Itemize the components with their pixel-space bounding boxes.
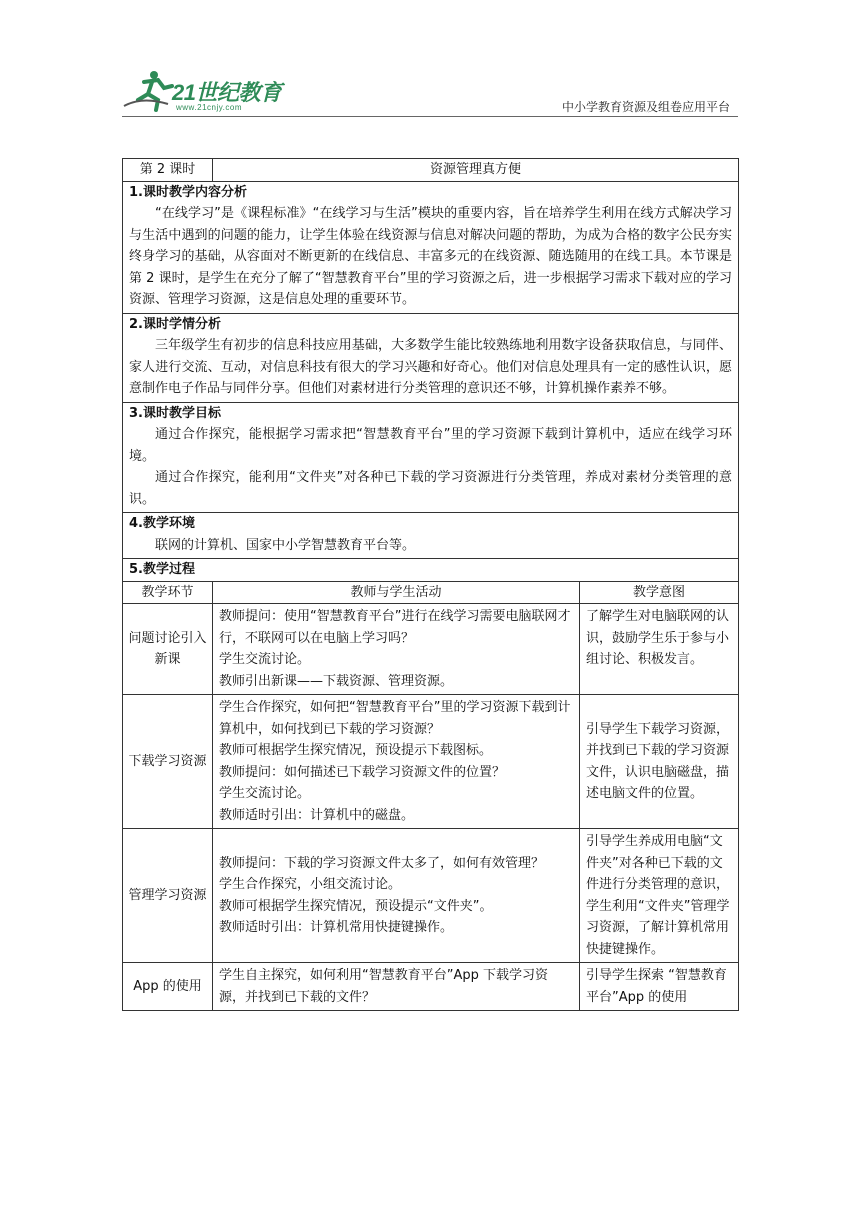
- goal-paragraph: 通过合作探究，能根据学习需求把“智慧教育平台”里的学习资源下载到计算机中，适应在线学习环境。: [129, 427, 733, 464]
- process-row: [123, 963, 739, 1011]
- runner-logo-icon: [122, 66, 178, 114]
- activity-line: 教师提问：使用“智慧教育平台”进行在线学习需要电脑联网才行，不联网可以在电脑上学习吗？: [219, 609, 571, 646]
- column-header: 教师与学生活动: [213, 581, 580, 604]
- stage-cell: 管理学习资源: [123, 829, 213, 963]
- section-title: 1.课时教学内容分析: [129, 184, 247, 200]
- activity-line: 教师引出新课——下载资源、管理资源。: [219, 673, 454, 689]
- section-title: 2.课时学情分析: [129, 316, 221, 332]
- activity-line: 教师可根据学生探究情况，预设提示“文件夹”。: [219, 898, 493, 914]
- page-header: [122, 66, 738, 116]
- activity-line: 教师可根据学生探究情况，预设提示下载图标。: [219, 743, 493, 758]
- header-divider: [122, 116, 738, 117]
- section-4: [123, 513, 739, 559]
- logo: [122, 66, 292, 114]
- logo-url: www.21cnjy.com: [176, 103, 242, 112]
- section-5: [123, 559, 739, 582]
- section-title: 5.教学过程: [129, 562, 195, 577]
- goal-paragraph: 通过合作探究，能利用“文件夹”对各种已下载的学习资源进行分类管理，养成对素材分类管理的意识。: [129, 470, 733, 507]
- process-row: [123, 695, 739, 829]
- activity-line: 教师提问：下载的学习资源文件太多了，如何有效管理？: [219, 855, 545, 871]
- process-row: [123, 604, 739, 695]
- intent-cell: 引导学生养成用电脑“文件夹”对各种已下载的文件进行分类管理的意识，学生利用“文件夹”管理学习资源，了解计算机常用快捷键操作。: [580, 829, 739, 963]
- section-title: 3.课时教学目标: [129, 405, 221, 421]
- process-header-row: [123, 581, 739, 604]
- section-title: 4.教学环境: [129, 516, 195, 531]
- stage-cell: 问题讨论引入新课: [123, 604, 213, 695]
- intent-cell: 引导学生探索 “智慧教育平台”App 的使用: [580, 963, 739, 1011]
- activity-line: 教师提问：如何描述已下载学习资源文件的位置？: [219, 764, 506, 780]
- process-row: [123, 829, 739, 963]
- lesson-title: 资源管理真方便: [213, 159, 739, 182]
- activity-line: 教师适时引出：计算机中的磁盘。: [219, 807, 415, 823]
- lesson-title-row: [123, 159, 739, 182]
- intent-cell: 了解学生对电脑联网的认识，鼓励学生乐于参与小组讨论、积极发言。: [580, 604, 739, 695]
- intent-cell: 引导学生下载学习资源，并找到已下载的学习资源文件，认识电脑磁盘，描述电脑文件的位置。: [580, 695, 739, 829]
- site-title: 中小学教育资源及组卷应用平台: [561, 100, 730, 114]
- logo-text: 21世纪教育: [172, 80, 282, 105]
- activity-line: 学生合作探究，如何把“智慧教育平台”里的学习资源下载到计算机中，如何找到已下载的学习资源？: [219, 700, 571, 737]
- column-header: 教学意图: [580, 581, 739, 604]
- section-body: 联网的计算机、国家中小学智慧教育平台等。: [155, 537, 416, 553]
- column-header: 教学环节: [123, 581, 213, 604]
- activity-line: 学生交流讨论。: [219, 786, 311, 801]
- lesson-table: [122, 158, 739, 1011]
- activity-line: 教师适时引出：计算机常用快捷键操作。: [219, 920, 454, 935]
- section-1: [123, 181, 739, 313]
- section-3: [123, 402, 739, 513]
- section-2: [123, 313, 739, 402]
- stage-cell: 下载学习资源: [123, 695, 213, 829]
- activity-line: 学生合作探究，小组交流讨论。: [219, 877, 402, 892]
- activity-line: 学生交流讨论。: [219, 652, 311, 667]
- stage-cell: App 的使用: [123, 963, 213, 1011]
- activity-line: 学生自主探究，如何利用“智慧教育平台”App 下载学习资源，并找到已下载的文件？: [219, 968, 548, 1005]
- period-cell: 第 2 课时: [123, 159, 213, 182]
- section-body: “在线学习”是《课程标准》“在线学习与生活”模块的重要内容，旨在培养学生利用在线方式解决学习与生活中遇到的问题的能力，让学生体验在线资源与信息对解决问题的帮助，为成为合格的数字公民夯实终身学习的基础，从容面对不断更新的在线信息、丰富多元的在线资源、随选随用的在线工具。本节课是第 2 课时，是学生在充分了解了“智慧教育平台”里的学习资源之后，进一步根据学习需求下载对应的学习资源、管理学习资源，这是信息处理的重要环节。: [129, 206, 733, 307]
- section-body: 三年级学生有初步的信息科技应用基础，大多数学生能比较熟练地利用数字设备获取信息，与同伴、家人进行交流、互动，对信息科技有很大的学习兴趣和好奇心。他们对信息处理具有一定的感性认识，愿意制作电子作品与同伴分享。但他们对素材进行分类管理的意识还不够，计算机操作素养不够。: [129, 338, 733, 396]
